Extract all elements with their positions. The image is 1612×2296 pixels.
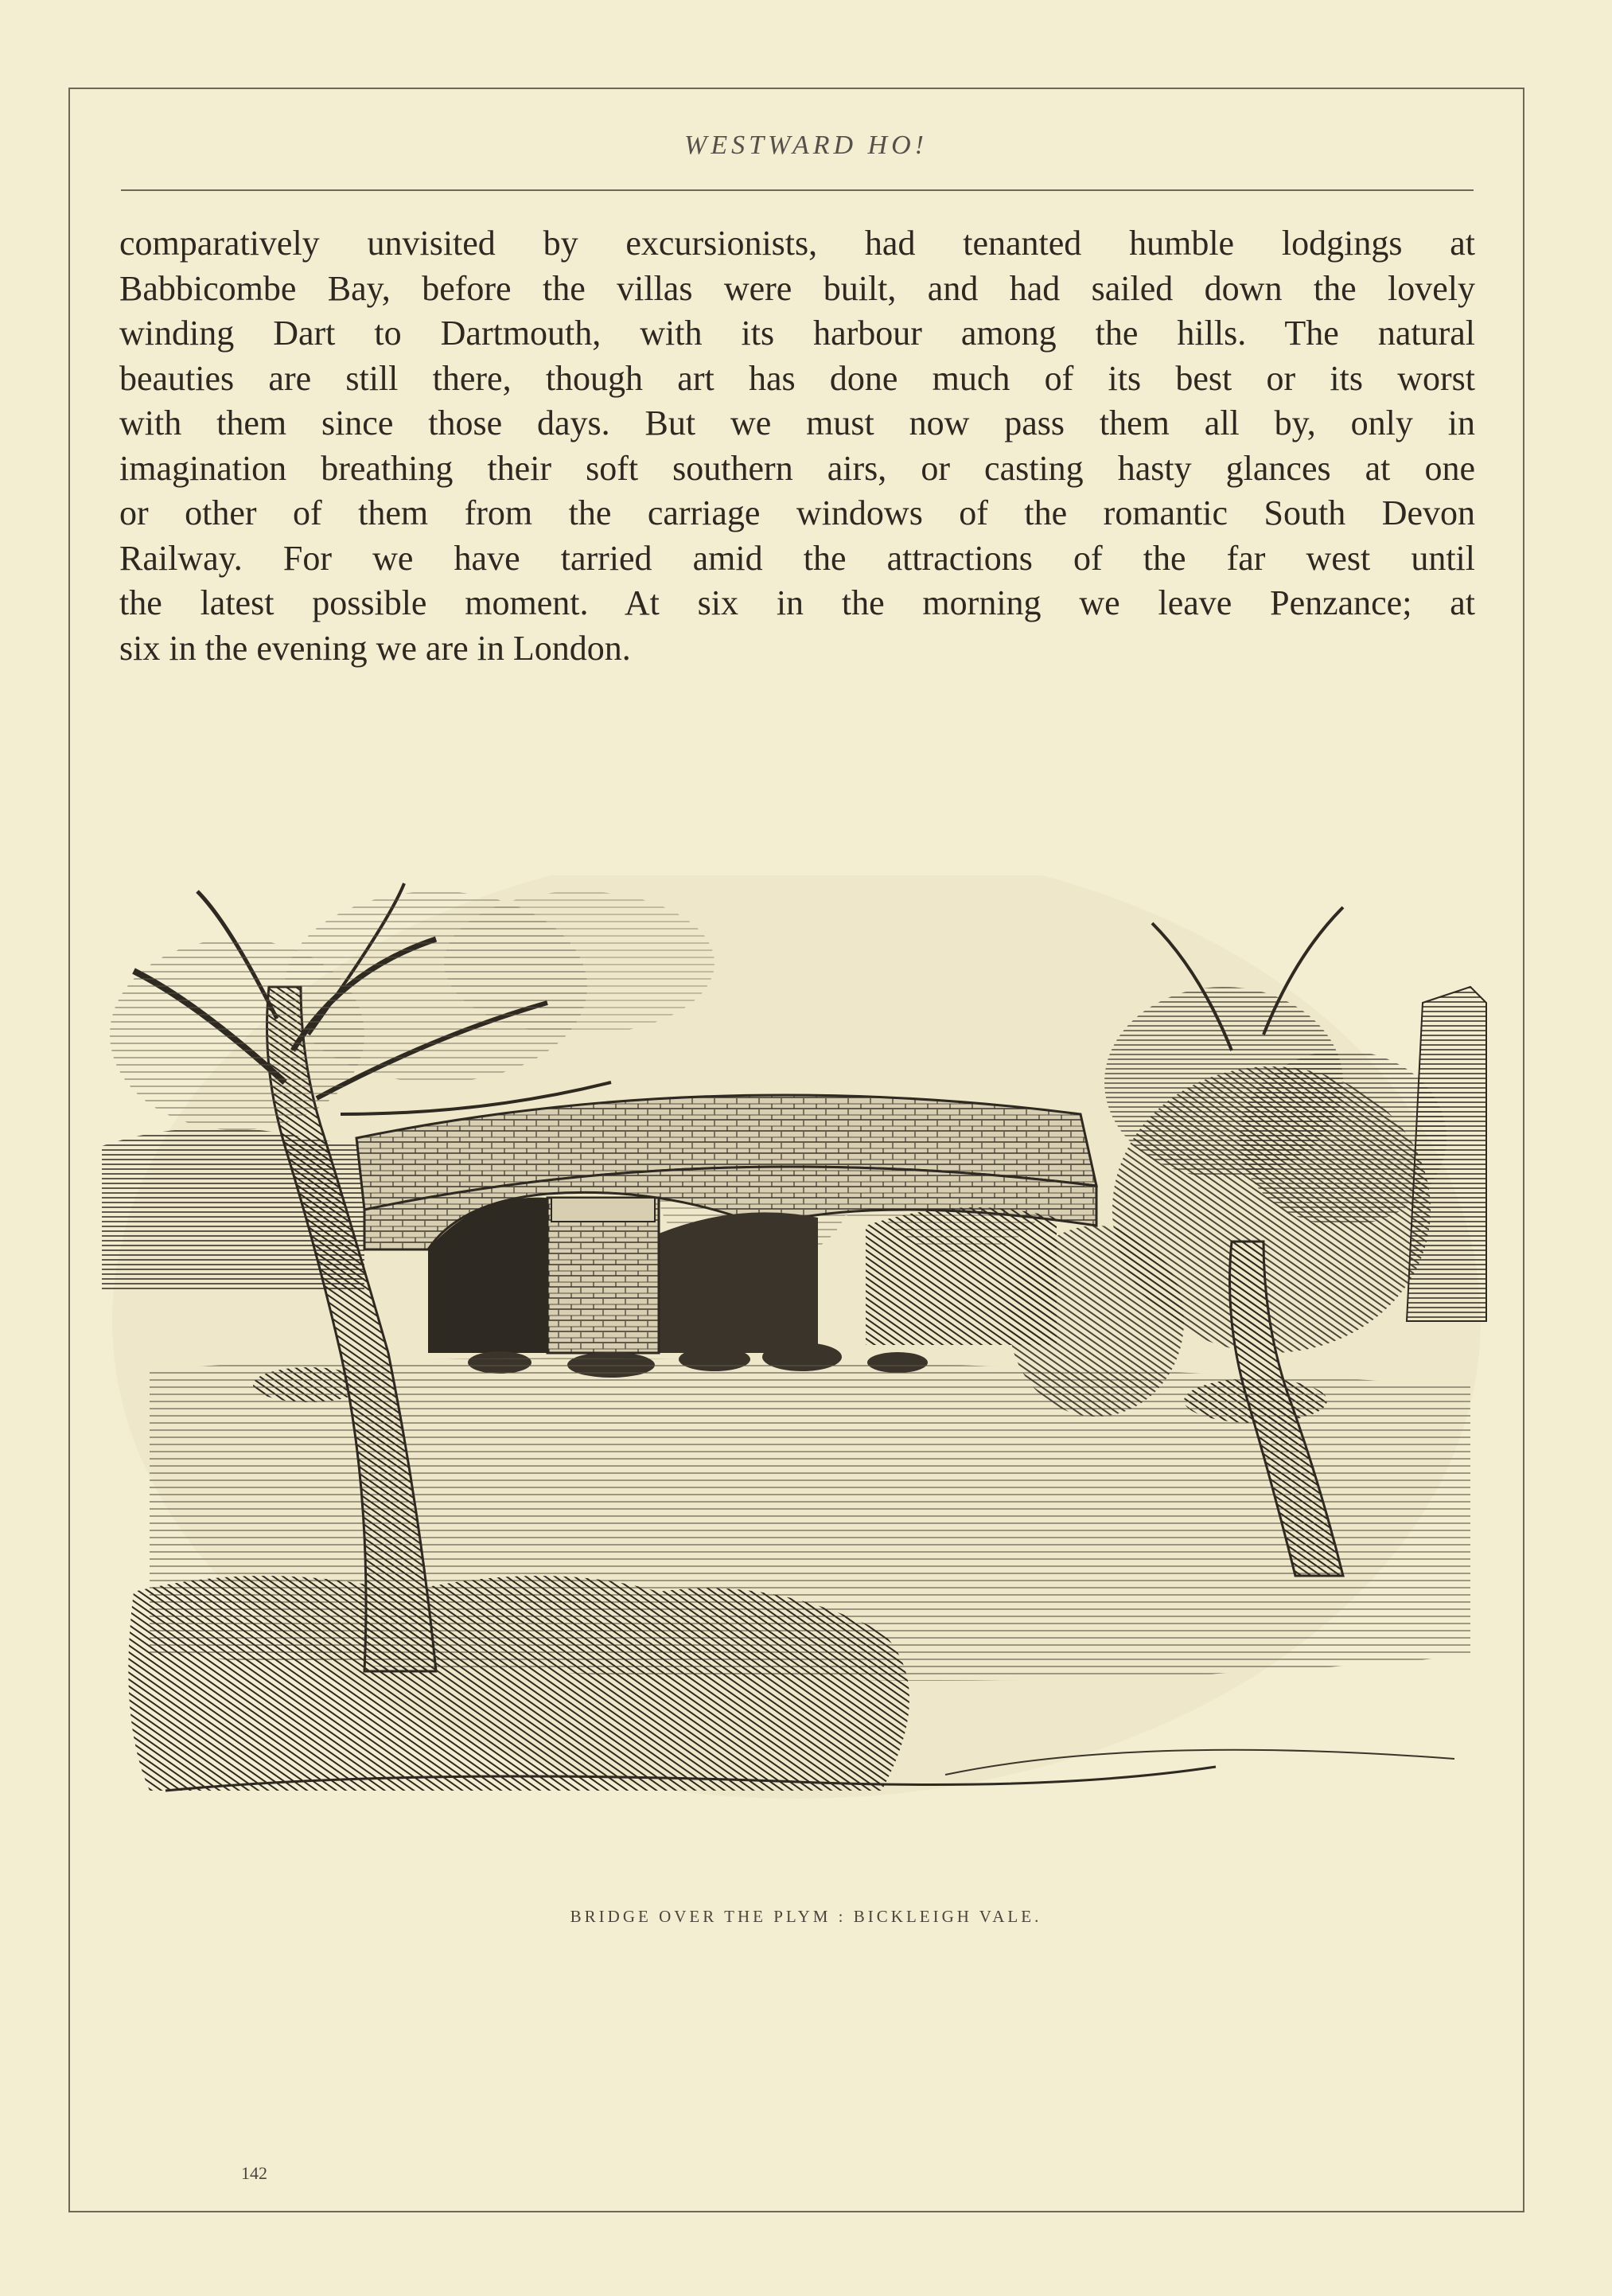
running-head: WESTWARD HO! <box>684 131 928 160</box>
bridge-engraving-illustration <box>102 875 1491 1894</box>
running-head-rule <box>121 189 1474 191</box>
body-line: beauties are still there, though art has done much of its best or its worst <box>119 358 1475 398</box>
page-number: 142 <box>241 2163 267 2183</box>
body-line: six in the evening we are in London. <box>119 628 631 668</box>
body-line: Railway. For we have tarried amid the attractions of the far west until <box>119 538 1475 578</box>
body-line: with them since those days. But we must now pass them all by, only in <box>119 403 1475 442</box>
body-line: Babbicombe Bay, before the villas were built, and had sailed down the lovely <box>119 268 1475 308</box>
body-line: imagination breathing their soft southern airs, or casting hasty glances at one <box>119 448 1475 488</box>
body-line: the latest possible moment. At six in the morning we leave Penzance; at <box>119 583 1475 622</box>
stone-bridge <box>356 1095 1096 1353</box>
body-line: winding Dart to Dartmouth, with its harbour among the hills. The natural <box>119 314 1475 353</box>
body-text <box>119 221 1475 671</box>
body-line: comparatively unvisited by excursionists, had tenanted humble lodgings at <box>119 224 1475 263</box>
body-line: or other of them from the carriage windows of the romantic South Devon <box>119 493 1475 532</box>
illustration-caption: BRIDGE OVER THE PLYM : BICKLEIGH VALE. <box>570 1907 1042 1926</box>
